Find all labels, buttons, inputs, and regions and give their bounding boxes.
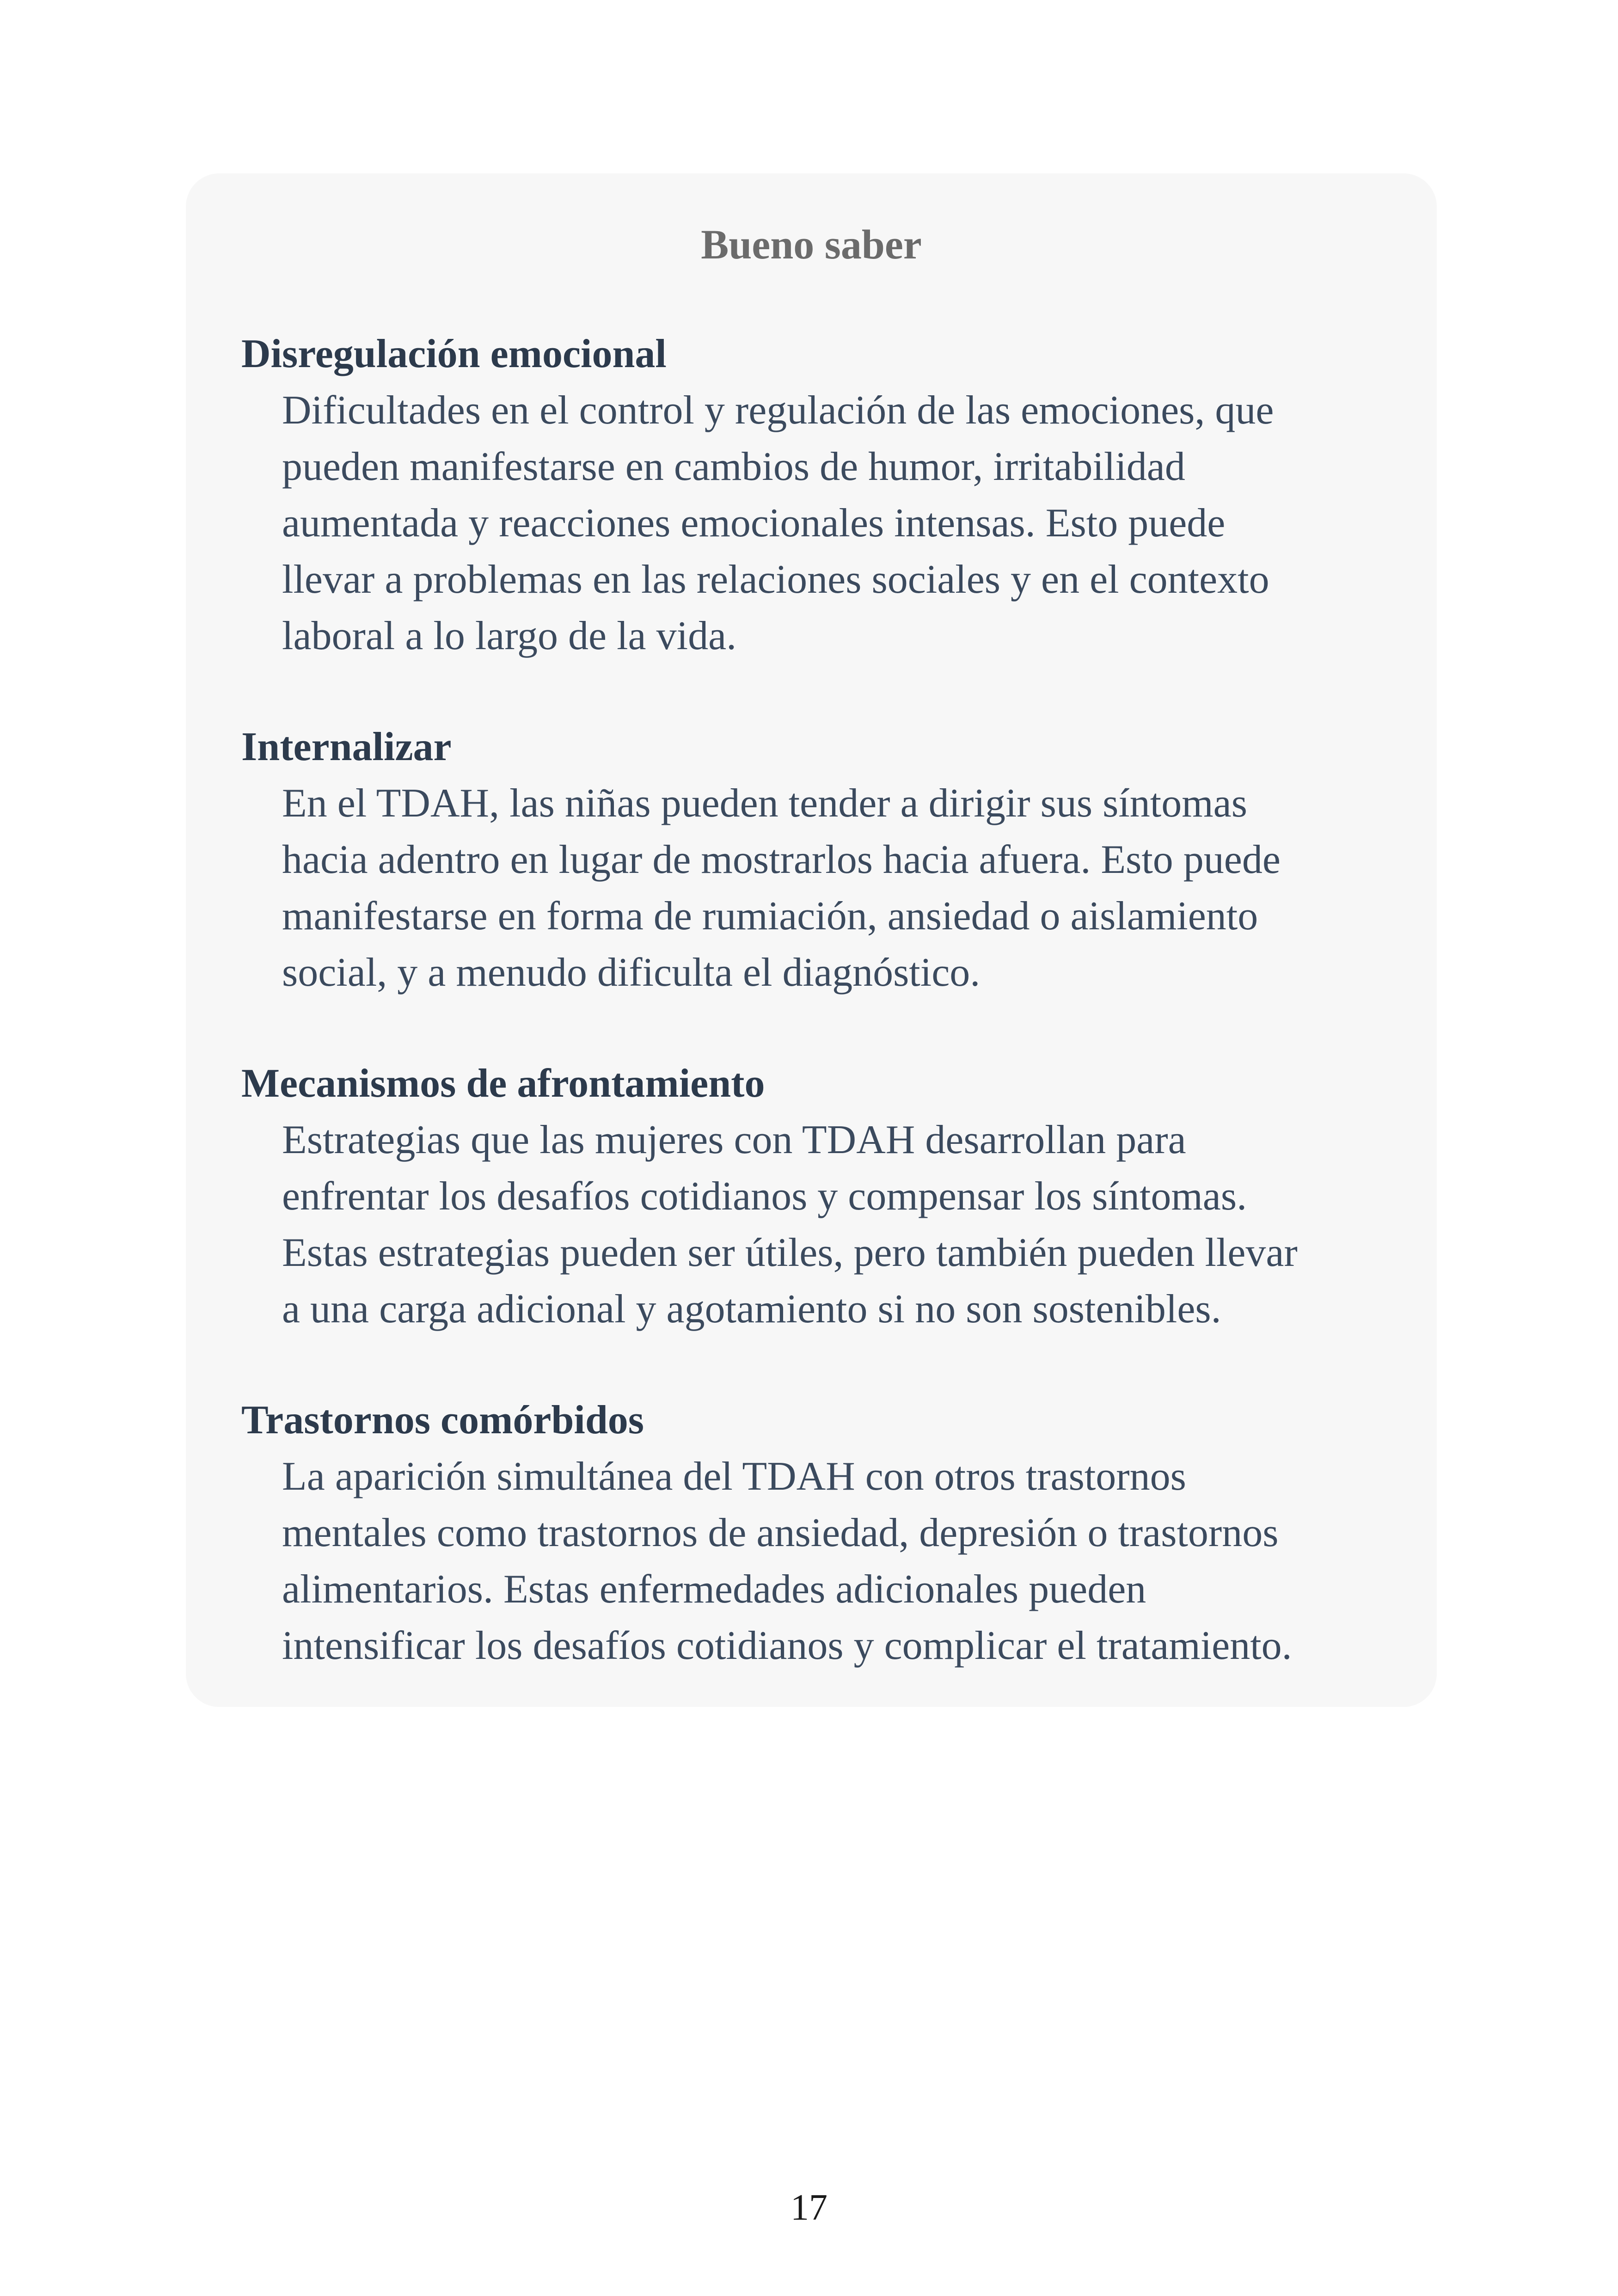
glossary-term: Trastornos comórbidos xyxy=(241,1398,644,1443)
glossary-entry xyxy=(241,1392,1416,1674)
glossary-list xyxy=(241,326,1416,1729)
glossary-definition: Estrategias que las mujeres con TDAH desarrollan para enfrentar los desafíos cotidianos y compensar los síntomas. Estas estrategias pueden ser útiles, pero también pueden llevar a una carga adicional y agotamiento si no son sostenibles. xyxy=(282,1117,1298,1332)
info-box xyxy=(186,173,1437,1707)
glossary-entry xyxy=(241,1056,1416,1338)
page-number: 17 xyxy=(791,2187,827,2228)
glossary-definition: Dificultades en el control y regulación de las emociones, que pueden manifestarse en cambios de humor, irritabilidad aumentada y reacciones emocionales intensas. Esto puede llevar a problemas en las relaciones sociales y en el contexto laboral a lo largo de la vida. xyxy=(282,388,1274,658)
glossary-entry xyxy=(241,326,1416,664)
glossary-definition: La aparición simultánea del TDAH con otros trastornos mentales como trastornos de ansiedad, depresión o trastornos alimentarios. Estas enfermedades adicionales pueden intensificar los desafíos cotidianos y complicar el tratamiento. xyxy=(282,1454,1292,1668)
glossary-definition: En el TDAH, las niñas pueden tender a dirigir sus síntomas hacia adentro en lugar de mostrarlos hacia afuera. Esto puede manifestarse en forma de rumiación, ansiedad o aislamiento social, y a menudo dificulta el diagnóstico. xyxy=(282,781,1281,995)
info-box-title: Bueno saber xyxy=(701,222,922,268)
glossary-term: Internalizar xyxy=(241,724,452,769)
glossary-term: Disregulación emocional xyxy=(241,332,667,376)
glossary-term: Mecanismos de afrontamiento xyxy=(241,1061,765,1106)
glossary-entry xyxy=(241,719,1416,1001)
